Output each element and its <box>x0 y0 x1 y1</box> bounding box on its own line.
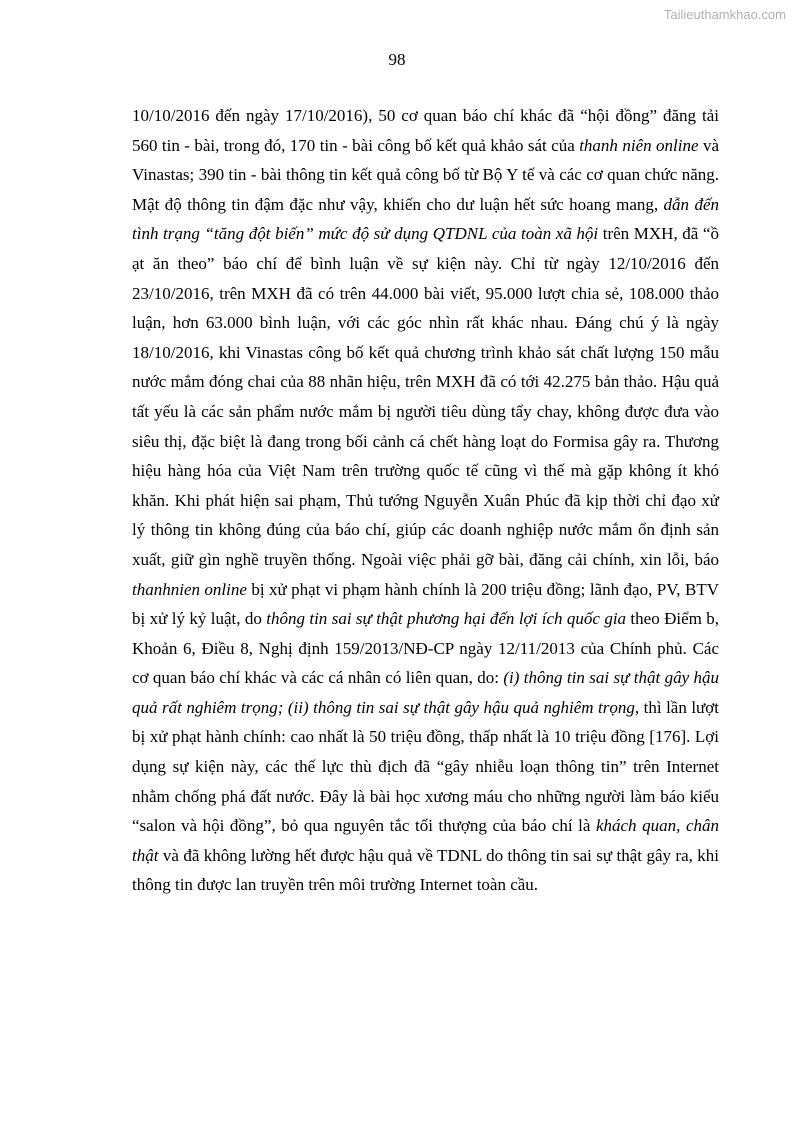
text-run: và đã không lường hết được hậu quả về TDNL do thông tin sai sự thật gây ra, khi thông tin được lan truyền trên môi trường Internet toàn cầu. <box>132 845 719 895</box>
italic-run: thanh niên online <box>579 135 699 155</box>
text-run: bị xử phạt vi phạm hành chính là 200 triệu đồng; lãnh đạo, PV, BTV bị xử lý kỷ luật, do <box>132 579 719 629</box>
text-run: , thì lần lượt bị xử phạt hành chính: cao nhất là 50 triệu đồng, thấp nhất là 10 triệu đồng [176]. Lợi dụng sự kiện này, các thế lực thù địch đã “gây nhiễu loạn thông tin” trên Internet nhằm chống phá đất nước. Đây là bài học xương máu cho những người làm báo kiểu “salon và hội đồng”, bỏ qua nguyên tắc tối thượng của báo chí là <box>132 697 719 836</box>
italic-run: dẫn đến tình trạng “tăng đột biến” mức độ sử dụng QTDNL của toàn xã hội <box>132 194 719 244</box>
italic-run: khách quan, chân thật <box>132 816 719 865</box>
text-run: và Vinastas; 390 tin - bài thông tin kết quả công bố từ Bộ Y tế và các cơ quan chức năng. Mật độ thông tin đậm đặc như vậy, khiến cho dư luận hết sức hoang mang, <box>132 135 719 214</box>
italic-run: thanhnien online <box>132 579 247 599</box>
watermark: Tailieuthamkhao.com <box>663 7 786 22</box>
text-run: trên MXH, đã “ồ ạt ăn theo” báo chí để bình luận về sự kiện này. Chỉ từ ngày 12/10/2016 đến 23/10/2016, trên MXH đã có trên 44.000 bài viết, 95.000 lượt chia sẻ, 108.000 thảo luận, hơn 63.000 bình luận, với các góc nhìn rất khác nhau. Đáng chú ý là ngày 18/10/2016, khi Vinastas công bố kết quả chương trình khảo sát chất lượng 150 mẫu nước mắm đóng chai của 88 nhãn hiệu, trên MXH đã có tới 42.275 bản thảo. Hậu quả tất yếu là các sản phẩm nước mắm bị người tiêu dùng tẩy chay, không được đưa vào siêu thị, đặc biệt là đang trong bối cảnh cá chết hàng loạt do Formisa gây ra. Thương hiệu hàng hóa của Việt Nam trên trường quốc tế cũng vì thế mà gặp không ít khó khăn. Khi phát hiện sai phạm, Thủ tướng Nguyễn Xuân Phúc đã kịp thời chỉ đạo xử lý thông tin không đúng của báo chí, giúp các doanh nghiệp nước mắm ổn định sản xuất, giữ gìn nghề truyền thống. Ngoài việc phải gỡ bài, đăng cải chính, xin lỗi, báo <box>132 224 719 569</box>
italic-run: (i) thông tin sai sự thật gây hậu quả rất nghiêm trọng; (ii) thông tin sai sự thật gây hậu quả nghiêm trọng <box>132 668 720 717</box>
text-run: theo Điểm b, Khoản 6, Điều 8, Nghị định 159/2013/NĐ-CP ngày 12/11/2013 của Chính phủ. Các cơ quan báo chí khác và các cá nhân có liên quan, do: <box>132 609 720 688</box>
body-paragraph <box>132 101 719 900</box>
text-run: 10/10/2016 đến ngày 17/10/2016), 50 cơ quan báo chí khác đã “hội đồng” đăng tải 560 tin - bài, trong đó, 170 tin - bài công bố kết quả khảo sát của <box>132 106 719 155</box>
italic-run: thông tin sai sự thật phương hại đến lợi ích quốc gia <box>266 609 627 629</box>
page-number: 98 <box>388 50 406 69</box>
